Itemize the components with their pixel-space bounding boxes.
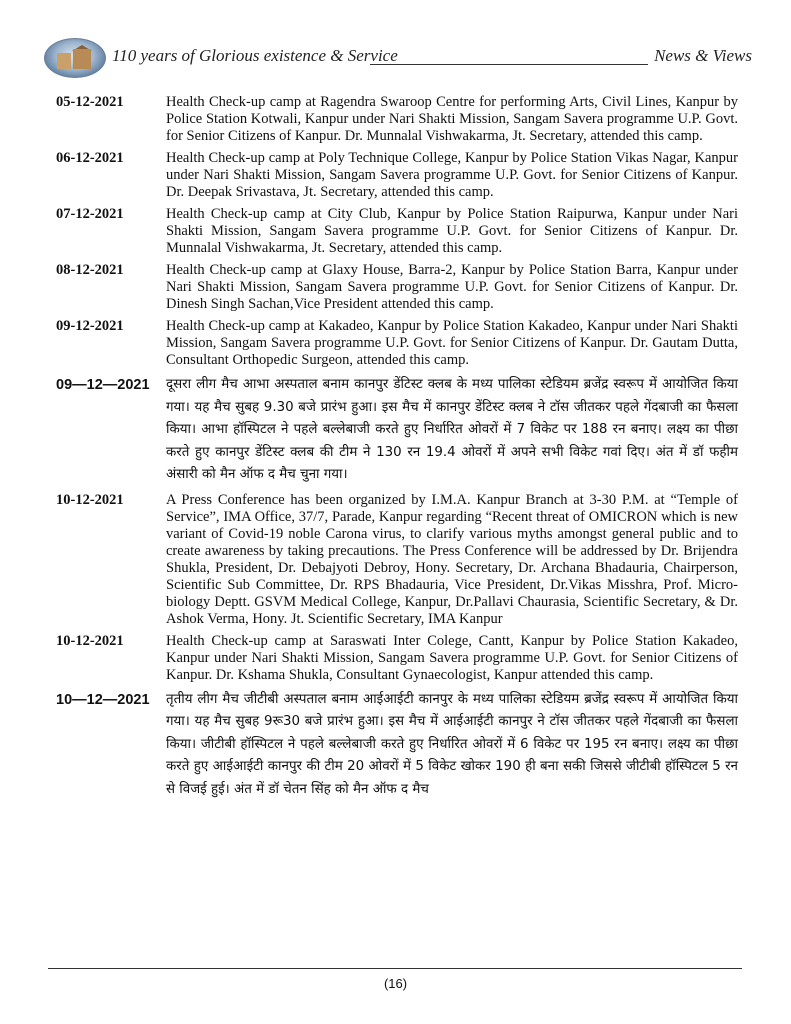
header-tagline: 110 years of Glorious existence & Service <box>112 46 398 65</box>
entry-date: 06-12-2021 <box>56 150 124 166</box>
entry-row <box>56 206 738 257</box>
entry-row <box>56 633 738 684</box>
header-rule <box>370 64 648 65</box>
page-header <box>40 38 752 78</box>
entry-date: 08-12-2021 <box>56 262 124 278</box>
entry-row <box>56 492 738 628</box>
entry-row <box>56 94 738 145</box>
entry-date: 10-12-2021 <box>56 632 124 649</box>
entry-date: 10-12-2021 <box>56 491 124 508</box>
entry-text: Health Check-up camp at Ragendra Swaroop Centre for performing Arts, Civil Lines, Kanpur by Police Station Kotwali, Kanpur under Nari Shakti Mission, Sangam Savera programme U.P. Govt. for Senior Citizens of Kanpur. Dr. Munnalal Vishwakarma, Jt. Secretary, attended this camp. <box>166 94 738 144</box>
entry-row <box>56 262 738 313</box>
entry-row <box>56 318 738 369</box>
entry-date: 09—12—2021 <box>56 377 150 393</box>
entry-text: दूसरा लीग मैच आभा अस्पताल बनाम कानपुर डेंटिस्ट क्लब के मध्य पालिका स्टेडियम ब्रजेंद्र स्वरूप में आयोजित किया गया। यह मैच सुबह 9.30 बजे प्रारंभ हुआ। इस मैच में कानपुर डेंटिस्ट क्लब ने टॉस जीतकर पहले गेंदबाजी का फैसला किया। आभा हॉस्पिटल ने पहले बल्लेबाजी करते हुए निर्धारित ओवरों में 7 विकेट पर 188 रन बनाए। लक्ष्य का पीछा करते हुए कानपुर डेंटिस्ट क्लब की टीम ने 130 रन 19.4 ओवरों में अपने सभी विकेट गवां दिए। अंत में डॉ फहीम अंसारी को मैन ऑफ द मैच चुना गया। <box>166 377 738 482</box>
entry-date: 05-12-2021 <box>56 94 124 110</box>
entry-text: Health Check-up camp at Glaxy House, Barra-2, Kanpur by Police Station Barra, Kanpur under Nari Shakti Mission, Sangam Savera programme U.P. Govt. for Senior Citizens of Kanpur. Dr. Dinesh Singh Sachan,Vice President attended this camp. <box>166 262 738 312</box>
page-number: (16) <box>383 976 408 991</box>
logo-emblem <box>44 38 106 78</box>
entry-date: 10—12—2021 <box>56 691 150 708</box>
entry-date: 07-12-2021 <box>56 206 124 222</box>
entry-row <box>56 689 738 802</box>
entry-text: तृतीय लीग मैच जीटीबी अस्पताल बनाम आईआईटी कानपुर के मध्य पालिका स्टेडियम ब्रजेंद्र स्वरूप में आयोजित किया गया। यह मैच सुबह 9रू30 बजे प्रारंभ हुआ। इस मैच में आईआईटी कानपुर ने टॉस जीतकर पहले गेंदबाजी का फैसला किया। जीटीबी हॉस्पिटल ने पहले बल्लेबाजी करते हुए निर्धारित ओवरों में 6 विकेट पर 195 रन बनाए। लक्ष्य का पीछा करते हुए आईआईटी कानपुर की टीम 20 ओवरों में 5 विकेट खोकर 190 ही बना सकी जिससे जीटीबी हॉस्पिटल 5 रन से विजई हुई। अंत में डॉ चेतन सिंह को मैन ऑफ द मैच <box>166 691 738 797</box>
entry-text: Health Check-up camp at City Club, Kanpur by Police Station Raipurwa, Kanpur under Nari Shakti Mission, Sangam Savera programme U.P. Govt. for Senior Citizens of Kanpur. Dr. Munnalal Vishwakarma, Jt. Secretary, attended this camp. <box>166 206 738 256</box>
header-section-title: News & Views <box>654 46 752 65</box>
entries-list <box>56 94 738 806</box>
entry-text: Health Check-up camp at Poly Technique College, Kanpur by Police Station Vikas Nagar, Kanpur under Nari Shakti Mission, Sangam Savera programme U.P. Govt. for Senior Citizens of Kanpur. Dr. Deepak Srivastava, Jt. Secretary, attended this camp. <box>166 150 738 200</box>
entry-row <box>56 374 738 487</box>
entry-text: A Press Conference has been organized by I.M.A. Kanpur Branch at 3-30 P.M. at “Temple of Service”, IMA Office, 37/7, Parade, Kanpur regarding “Recent threat of OMICRON which is new variant of Covid-19 noble Carona virus, to clarify various myths amongst general public and to create awareness by taking precautions. The Press Conference will be addressed by Dr. Brijendra Shukla, President, Dr. Debajyoti Debroy, Hony. Secretary, Dr. Archana Bhadauria, Chairperson, Scientific Sub Committee, Dr. RPS Bhadauria, Vice President, Dr.Vikas Misshra, Prof. Micro-biology Deptt. GSVM Medical College, Kanpur, Dr.Pallavi Chaurasia, Scientific Secretary, & Dr. Ashok Verma, Hony. Jt. Scientific Secretary, IMA Kanpur <box>166 491 738 627</box>
entry-row <box>56 150 738 201</box>
entry-date: 09-12-2021 <box>56 318 124 334</box>
footer-rule <box>48 968 742 969</box>
entry-text: Health Check-up camp at Saraswati Inter Colege, Cantt, Kanpur by Police Station Kakadeo, Kanpur under Nari Shakti Mission, Sangam Savera programme U.P. Govt. for Senior Citizens of Kanpur. Dr. Kshama Shukla, Consultant Gynaecologist, Kanpur attended this camp. <box>166 632 738 683</box>
entry-text: Health Check-up camp at Kakadeo, Kanpur by Police Station Kakadeo, Kanpur under Nari Shakti Mission, Sangam Savera programme U.P. Govt. for Senior Citizens of Kanpur. Dr. Gautam Dutta, Consultant Orthopedic Surgeon, attended this camp. <box>166 318 738 368</box>
